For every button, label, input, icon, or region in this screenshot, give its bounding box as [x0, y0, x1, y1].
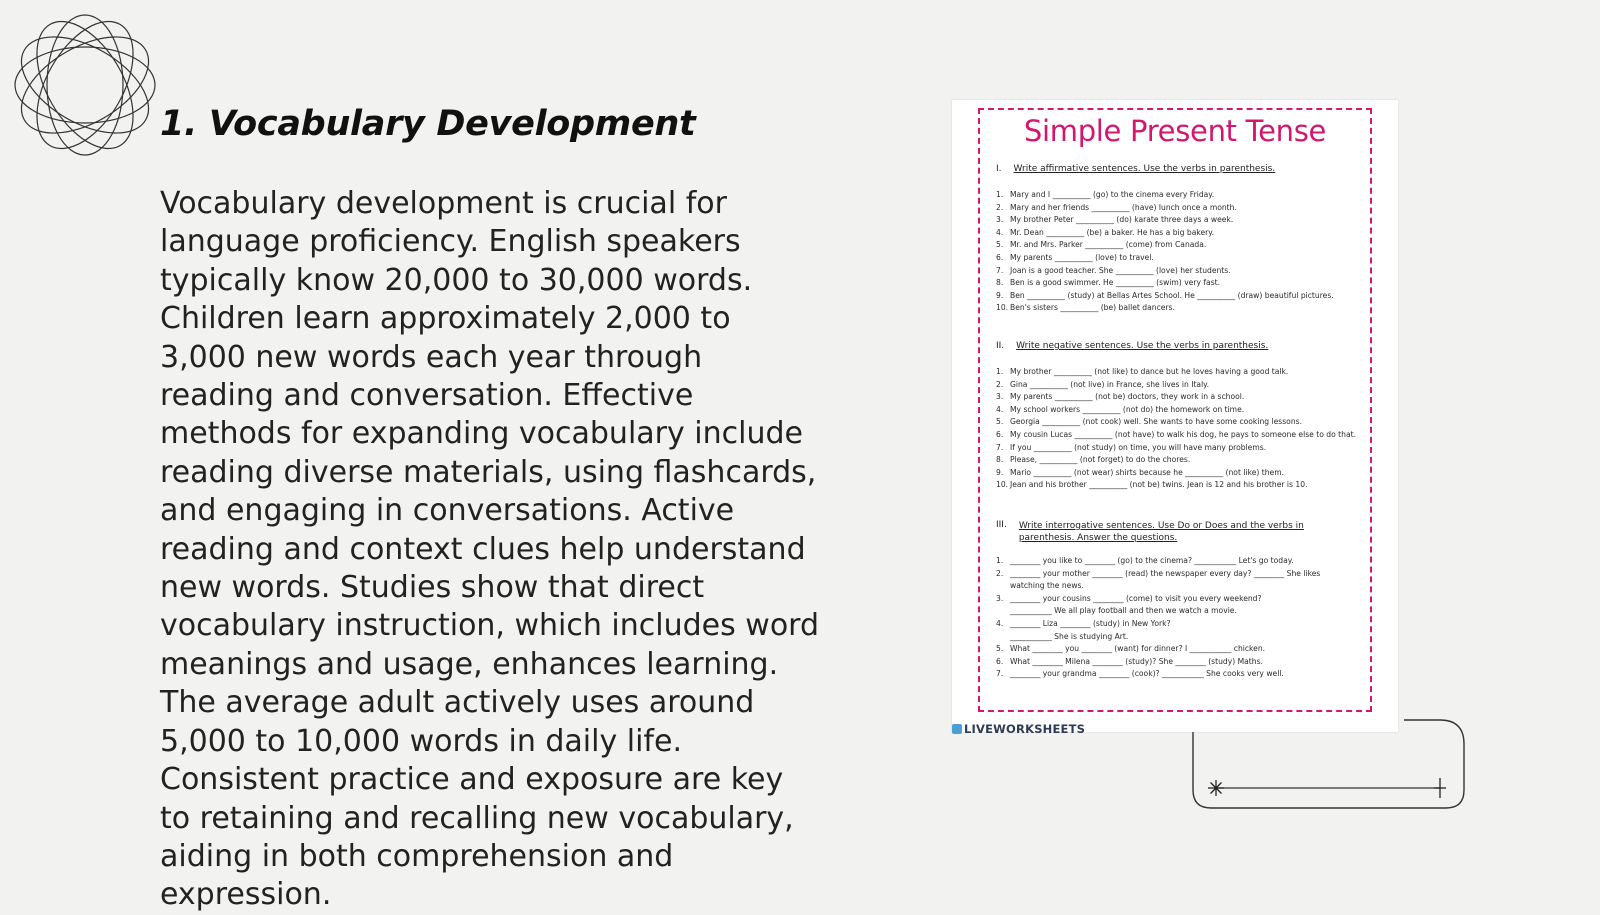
list-item: watching the news.	[1010, 581, 1084, 591]
section-instruction: Write interrogative sentences. Use Do or Does and the verbs in parenthesis. Answer the questions.	[1018, 521, 1304, 543]
decorative-card-outline	[1192, 718, 1472, 818]
list-item: 7. Joan is a good teacher. She __________ (love) her students.	[996, 265, 1231, 275]
list-item: 7. ________ your grandma ________ (cook)? ___________ She cooks very well.	[996, 669, 1284, 679]
list-item: 8. Ben is a good swimmer. He __________ (swim) very fast.	[996, 278, 1221, 288]
list-item: 2. ________ your mother ________ (read) the newspaper every day? ________ She likes	[996, 568, 1321, 578]
list-item: 2. Gina __________ (not live) in France, she lives in Italy.	[996, 379, 1209, 389]
list-item: 6. My parents __________ (love) to travel.	[996, 252, 1154, 262]
worksheet-section-negative	[996, 341, 1376, 492]
list-item: 10. Ben's sisters __________ (be) ballet dancers.	[996, 303, 1175, 313]
list-item: 7. If you __________ (not study) on time, you will have many problems.	[996, 442, 1267, 452]
section-instruction: Write negative sentences. Use the verbs in parenthesis.	[1016, 341, 1269, 351]
worksheet-section-interrogative	[996, 520, 1376, 681]
list-item: 5. Mr. and Mrs. Parker __________ (come) from Canada.	[996, 240, 1207, 250]
section-numeral: II.	[996, 341, 1005, 351]
list-item: 4. ________ Liza ________ (study) in New York?	[996, 618, 1171, 628]
list-item: 3. My brother Peter __________ (do) karate three days a week.	[996, 215, 1234, 225]
list-item: 9. Ben __________ (study) at Bellas Artes School. He __________ (draw) beautiful pictures.	[996, 290, 1334, 300]
worksheet-title: Simple Present Tense	[1023, 114, 1327, 148]
list-item: 1. ________ you like to ________ (go) to the cinema? ___________ Let's go today.	[996, 556, 1294, 565]
worksheet-section-affirmative	[996, 164, 1376, 315]
list-item: ___________ We all play football and then we watch a movie.	[1010, 606, 1237, 616]
list-item: 1. My brother __________ (not like) to dance but he loves having a good talk.	[996, 367, 1289, 376]
section-heading	[996, 341, 1376, 351]
list-item: 5. Georgia __________ (not cook) well. She wants to have some cooking lessons.	[996, 417, 1303, 427]
list-item: 1. Mary and I __________ (go) to the cinema every Friday.	[996, 190, 1215, 199]
brand-label: LIVEWORKSHEETS	[964, 722, 1086, 736]
worksheet-image	[952, 100, 1398, 732]
list-item: 10. Jean and his brother __________ (not be) twins. Jean is 12 and his brother is 10.	[996, 480, 1308, 490]
list-item: 3. My parents __________ (not be) doctors, they work in a school.	[996, 392, 1245, 402]
list-item: 4. My school workers __________ (not do) the homework on time.	[996, 404, 1245, 414]
slide-body-text: Vocabulary development is crucial for language proficiency. English speakers typically know 20,000 to 30,000 words. Children learn approximately 2,000 to 3,000 new words each year through reading and conversation. Effective methods for expanding vocabulary include reading diverse materials, using flashcards, and engaging in conversations. Active reading and context clues help understand new words. Studies show that direct vocabulary instruction, which includes word meanings and usage, enhances learning. The average adult actively uses around 5,000 to 10,000 words in daily life. Consistent practice and exposure are key to retaining and recalling new vocabulary, aiding in both comprehension and expression.	[160, 186, 820, 913]
list-item: 9. Mario __________ (not wear) shirts because he __________ (not like) them.	[996, 467, 1285, 477]
list-item: 5. What ________ you ________ (want) for dinner? I ___________ chicken.	[996, 644, 1266, 654]
star-point-icon	[1434, 778, 1446, 798]
slide-title: 1. Vocabulary Development	[160, 104, 696, 144]
list-item: 6. What ________ Milena ________ (study)? She ________ (study) Maths.	[996, 656, 1263, 666]
list-item: 8. Please, __________ (not forget) to do the chores.	[996, 455, 1191, 465]
section-numeral: III.	[996, 520, 1007, 530]
section-heading	[996, 164, 1376, 174]
liveworksheets-logo-icon	[952, 724, 962, 734]
list-item: ___________ She is studying Art.	[1010, 631, 1129, 641]
liveworksheets-logo	[952, 722, 1085, 736]
section-numeral: I.	[996, 164, 1002, 174]
sparkle-icon	[1208, 780, 1224, 796]
list-item: 3. ________ your cousins ________ (come) to visit you every weekend?	[996, 593, 1262, 603]
list-item: 6. My cousin Lucas __________ (not have) to walk his dog, he pays to someone else to do that.	[996, 429, 1356, 439]
list-item: 4. Mr. Dean __________ (be) a baker. He has a big bakery.	[996, 227, 1215, 237]
section-heading	[996, 520, 1376, 544]
orbit-rings-icon	[10, 10, 160, 160]
section-instruction: Write affirmative sentences. Use the verbs in parenthesis.	[1013, 164, 1276, 174]
list-item: 2. Mary and her friends __________ (have) lunch once a month.	[996, 202, 1237, 212]
